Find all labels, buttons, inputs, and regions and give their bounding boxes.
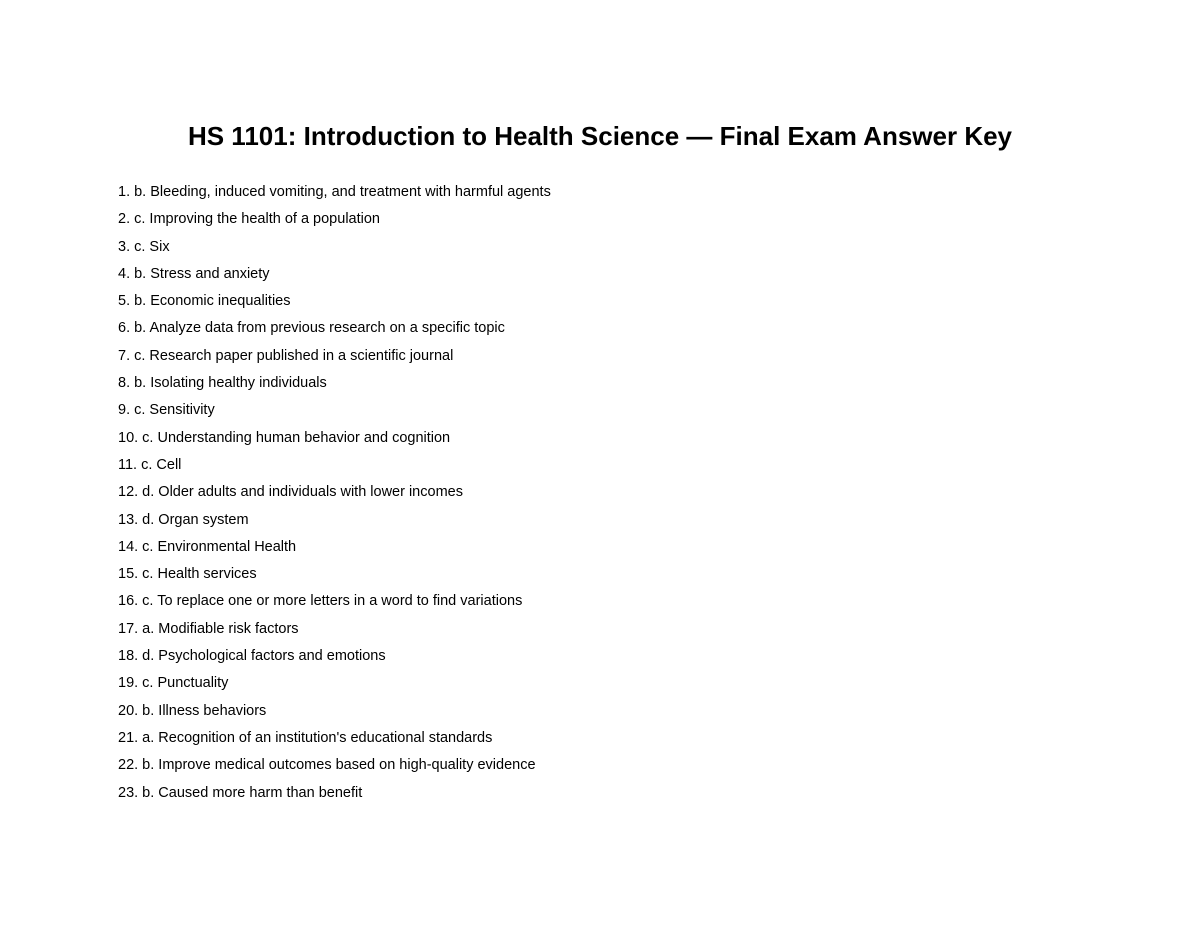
answer-item-19: 19. c. Punctuality <box>118 675 229 692</box>
answer-item-3: 3. c. Six <box>118 238 170 255</box>
answer-item-6: 6. b. Analyze data from previous research on a specific topic <box>118 320 505 337</box>
answer-item-14: 14. c. Environmental Health <box>118 538 297 555</box>
answer-item-17: 17. a. Modifiable risk factors <box>118 620 299 637</box>
answer-item-10: 10. c. Understanding human behavior and cognition <box>118 429 451 446</box>
answer-item-9: 9. c. Sensitivity <box>118 402 215 419</box>
answer-item-23: 23. b. Caused more harm than benefit <box>118 784 363 801</box>
answer-item-8: 8. b. Isolating healthy individuals <box>118 375 327 392</box>
answer-item-4: 4. b. Stress and anxiety <box>118 265 270 282</box>
answer-item-1: 1. b. Bleeding, induced vomiting, and treatment with harmful agents <box>118 184 551 200</box>
answer-item-12: 12. d. Older adults and individuals with lower incomes <box>118 484 463 501</box>
answer-item-18: 18. d. Psychological factors and emotions <box>118 648 386 665</box>
answer-item-22: 22. b. Improve medical outcomes based on high-quality evidence <box>118 757 536 774</box>
answer-item-15: 15. c. Health services <box>118 566 257 583</box>
answer-item-5: 5. b. Economic inequalities <box>118 293 291 310</box>
answer-item-2: 2. c. Improving the health of a population <box>118 211 380 228</box>
page-title: HS 1101: Introduction to Health Science — Final Exam Answer Key <box>187 121 1013 151</box>
answer-item-11: 11. c. Cell <box>118 456 182 473</box>
answer-item-20: 20. b. Illness behaviors <box>118 702 267 719</box>
answer-item-21: 21. a. Recognition of an institution's educational standards <box>118 729 493 746</box>
answer-item-7: 7. c. Research paper published in a scientific journal <box>118 347 454 364</box>
answer-item-16: 16. c. To replace one or more letters in a word to find variations <box>118 593 523 610</box>
answer-item-13: 13. d. Organ system <box>118 511 249 528</box>
answer-list <box>118 179 551 807</box>
